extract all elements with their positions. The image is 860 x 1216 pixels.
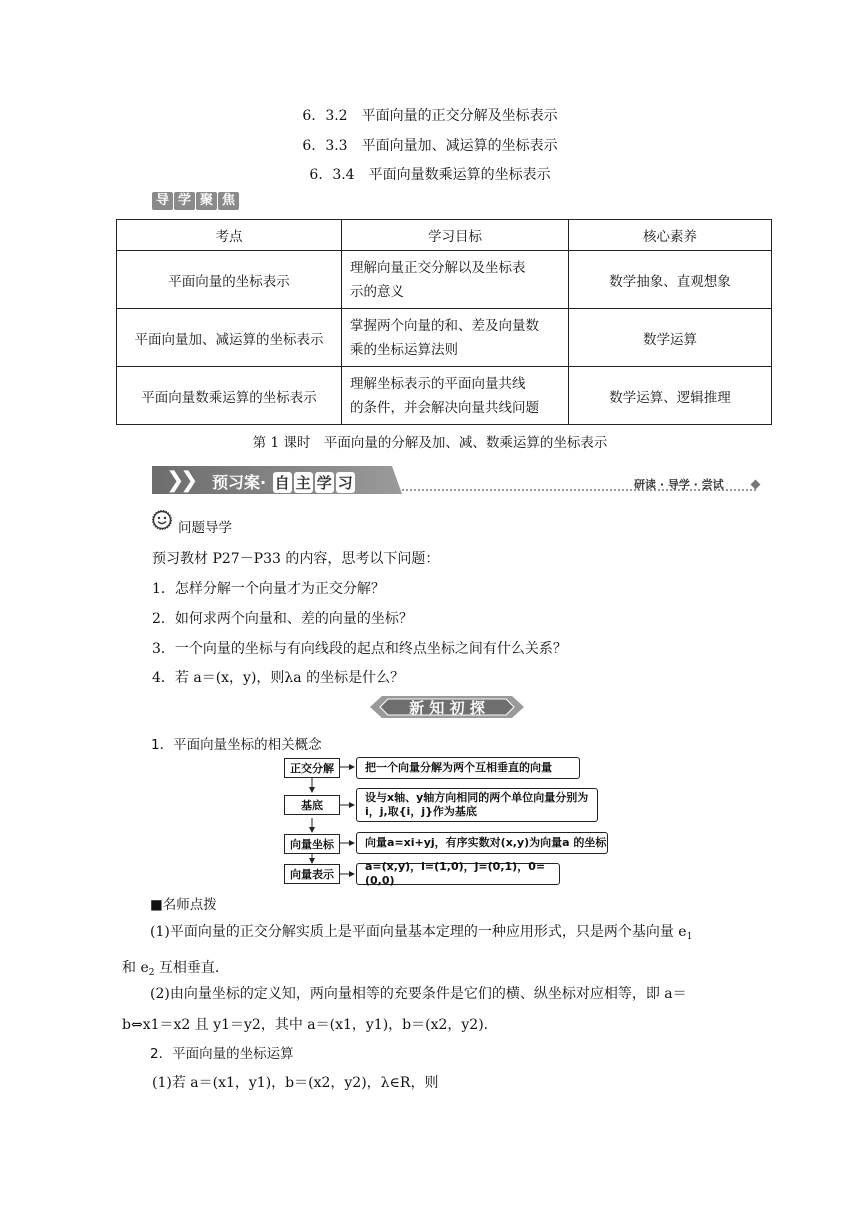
flow-label-box: 向量表示 — [284, 864, 340, 884]
banner-dot: · — [260, 473, 267, 492]
badge-char: 学 — [174, 192, 195, 210]
cell-literacy: 数学抽象、直观想象 — [569, 251, 772, 309]
table-row — [117, 309, 772, 367]
tip-paragraph-2 — [122, 979, 740, 1041]
heading-6-3-3: 6．3.3 平面向量加、减运算的坐标表示 — [302, 138, 558, 154]
tip1-text: (1)平面向量的正交分解实质上是平面向量基本定理的一种应用形式，只是两个基向量 e — [150, 924, 687, 940]
chevron-right-icon: ❯ — [166, 468, 185, 493]
question-item: 1．怎样分解一个向量才为正交分解？ — [152, 581, 385, 597]
banner-box-char: 自 — [274, 474, 290, 492]
diamond-icon — [751, 480, 761, 490]
tip2-text: b⇔x1＝x2 且 y1＝y2，其中 a＝(x1，y1)，b＝(x2，y2). — [122, 1017, 489, 1033]
badge-char: 焦 — [218, 192, 239, 210]
tips-title: ■名师点拨 — [150, 897, 217, 913]
preview-banner — [152, 464, 772, 496]
section-badge — [152, 192, 239, 210]
banner-box-char: 主 — [295, 474, 311, 492]
flow-desc-box: 设与x轴、y轴方向相同的两个单位向量分别为i，j,取{i，j}作为基底 — [356, 788, 598, 822]
lesson-title: 第 1 课时 平面向量的分解及加、减、数乘运算的坐标表示 — [252, 435, 608, 451]
banner-box-char: 习 — [337, 474, 353, 492]
flow-label-box: 向量坐标 — [284, 834, 340, 854]
table-row — [117, 251, 772, 309]
guide-intro: 预习教材 P27－P33 的内容，思考以下问题： — [152, 551, 440, 567]
question-item: 2．如何求两个向量和、差的向量的坐标？ — [152, 611, 413, 627]
goal-line: 理解坐标表示的平面向量共线 — [350, 375, 526, 392]
guide-title: 问题导学 — [178, 520, 232, 536]
banner-left-text: 预习案 — [212, 473, 261, 492]
cell-topic: 平面向量数乘运算的坐标表示 — [117, 367, 342, 425]
cell-topic: 平面向量的坐标表示 — [117, 251, 342, 309]
tip1-subscript: 1 — [686, 932, 693, 942]
section2-title: 2．平面向量的坐标运算 — [150, 1046, 294, 1062]
learning-goals-table — [116, 219, 772, 425]
chevron-right-icon: ❯ — [180, 468, 199, 493]
badge-char: 聚 — [196, 192, 217, 210]
section1-title: 1．平面向量坐标的相关概念 — [151, 737, 322, 753]
question-item: 3．一个向量的坐标与有向线段的起点和终点坐标之间有什么关系？ — [152, 641, 567, 657]
new-knowledge-title: 新 知 初 探 — [409, 699, 485, 717]
badge-char: 导 — [152, 192, 173, 210]
flow-desc-box: 向量a=xi+yj，有序实数对(x,y)为向量a 的坐标 — [356, 832, 608, 854]
table-row — [117, 367, 772, 425]
tip1-text: 互相垂直. — [154, 960, 220, 976]
goal-line: 示的意义 — [350, 283, 404, 300]
smiley-icon — [152, 510, 172, 530]
header-topic: 考点 — [117, 220, 342, 251]
goal-line: 理解向量正交分解以及坐标表 — [350, 259, 526, 276]
flow-desc-box: 把一个向量分解为两个互相垂直的向量 — [356, 757, 580, 779]
operation-line: (1)若 a＝(x1，y1)，b＝(x2，y2)，λ∈R，则 — [152, 1075, 439, 1091]
tip1-text: 和 e — [122, 960, 149, 976]
banner-box-char: 学 — [316, 474, 332, 492]
goal-line: 乘的坐标运算法则 — [350, 341, 458, 358]
tip2-text: (2)由向量坐标的定义知，两向量相等的充要条件是它们的横、纵坐标对应相等，即 a＝ — [150, 986, 687, 1002]
cell-goal — [342, 367, 569, 425]
heading-6-3-2: 6．3.2 平面向量的正交分解及坐标表示 — [302, 108, 558, 124]
cell-goal — [342, 251, 569, 309]
tip1-subscript: 2 — [148, 968, 155, 978]
cell-goal — [342, 309, 569, 367]
header-literacy: 核心素养 — [569, 220, 772, 251]
banner-right-text: 研读 · 导学 · 尝试 — [634, 478, 724, 491]
banner-title — [212, 470, 356, 493]
goal-line: 的条件，并会解决向量共线问题 — [350, 399, 539, 416]
flow-label-box: 基底 — [284, 795, 340, 815]
cell-topic: 平面向量加、减运算的坐标表示 — [117, 309, 342, 367]
table-header-row — [117, 220, 772, 251]
flow-desc-box: a=(x,y)，i=(1,0)，j=(0,1)，0=(0,0) — [356, 863, 560, 885]
cell-literacy: 数学运算、逻辑推理 — [569, 367, 772, 425]
question-item: 4．若 a＝(x，y)，则λa 的坐标是什么？ — [152, 670, 405, 686]
flow-label-box: 正交分解 — [284, 758, 340, 778]
header-goal: 学习目标 — [342, 220, 569, 251]
cell-literacy: 数学运算 — [569, 309, 772, 367]
heading-6-3-4: 6．3.4 平面向量数乘运算的坐标表示 — [309, 167, 551, 183]
goal-line: 掌握两个向量的和、差及向量数 — [350, 317, 539, 334]
